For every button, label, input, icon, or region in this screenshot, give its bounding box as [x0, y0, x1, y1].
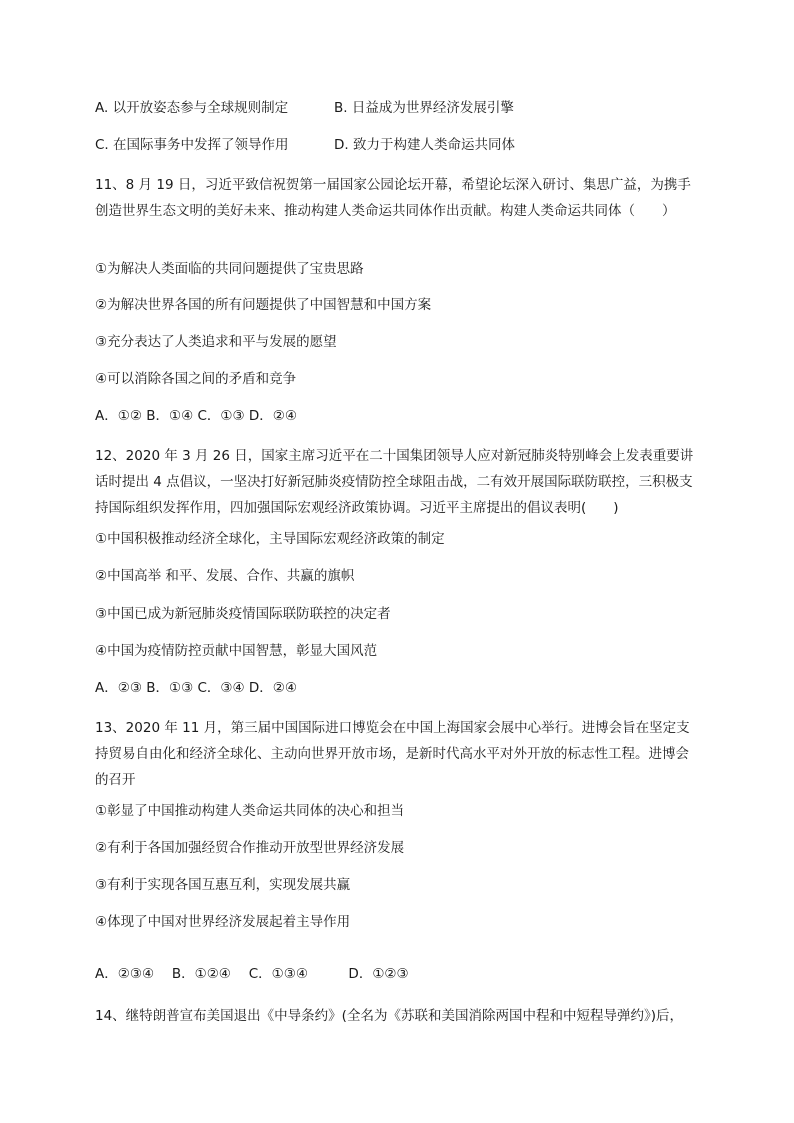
q12-item-2: ②中国高举 和平、发展、合作、共赢的旗帜 — [95, 568, 355, 584]
q11-item-1: ①为解决人类面临的共同问题提供了宝贵思路 — [95, 261, 364, 277]
q10-option-a: A. 以开放姿态参与全球规则制定 — [95, 100, 289, 116]
q14-stem: 14、继特朗普宣布美国退出《中导条约》(全名为《苏联和美国消除两国中程和中短程导弹约》)后， — [95, 1008, 683, 1024]
q10-option-c: C. 在国际事务中发挥了领导作用 — [95, 137, 289, 153]
q12-stem: 12、2020 年 3 月 26 日，国家主席习近平在二十国集团领导人应对新冠肺炎特别峰会上发表重要讲话时提出 4 点倡议，一坚决打好新冠肺炎疫情防控全球阻击战，二有效开展国际联防联控，三积极支持国际组织发挥作用，四加强国际宏观经济政策协调。习近平主席提出的倡议表明( ) — [95, 448, 694, 516]
q13-item-4: ④体现了中国对世界经济发展起着主导作用 — [95, 914, 351, 930]
q12-item-4: ④中国为疫情防控贡献中国智慧，彰显大国风范 — [95, 643, 378, 659]
q10-option-b: B. 日益成为世界经济发展引擎 — [334, 100, 514, 116]
q11-item-4: ④可以消除各国之间的矛盾和竞争 — [95, 371, 297, 387]
q11-stem: 11、8 月 19 日，习近平致信祝贺第一届国家公园论坛开幕，希望论坛深入研讨、集思广益，为携手创造世界生态文明的美好未来、推动构建人类命运共同体作出贡献。构建人类命运共同体（ ） — [95, 177, 691, 219]
q11-item-2: ②为解决世界各国的所有问题提供了中国智慧和中国方案 — [95, 297, 432, 313]
q11-item-3: ③充分表达了人类追求和平与发展的愿望 — [95, 334, 337, 350]
q12-item-1: ①中国积极推动经济全球化，主导国际宏观经济政策的制定 — [95, 531, 445, 547]
q11-choices: A．①② B．①④ C．①③ D．②④ — [95, 408, 298, 424]
q13-item-1: ①彰显了中国推动构建人类命运共同体的决心和担当 — [95, 803, 405, 819]
q13-item-3: ③有利于实现各国互惠互利，实现发展共赢 — [95, 877, 351, 893]
q12-choices: A．②③ B．①③ C．③④ D．②④ — [95, 680, 298, 696]
q13-item-2: ②有利于各国加强经贸合作推动开放型世界经济发展 — [95, 840, 405, 856]
q12-item-3: ③中国已成为新冠肺炎疫情国际联防联控的决定者 — [95, 606, 391, 622]
q10-option-d: D. 致力于构建人类命运共同体 — [334, 137, 515, 153]
q13-choices: A．②③④ B．①②④ C．①③④ D．①②③ — [95, 966, 409, 982]
q13-stem: 13、2020 年 11 月，第三届中国国际进口博览会在中国上海国家会展中心举行。进博会旨在坚定支持贸易自由化和经济全球化、主动向世界开放市场，是新时代高水平对外开放的标志性工程。进博会的召开 — [95, 720, 690, 788]
